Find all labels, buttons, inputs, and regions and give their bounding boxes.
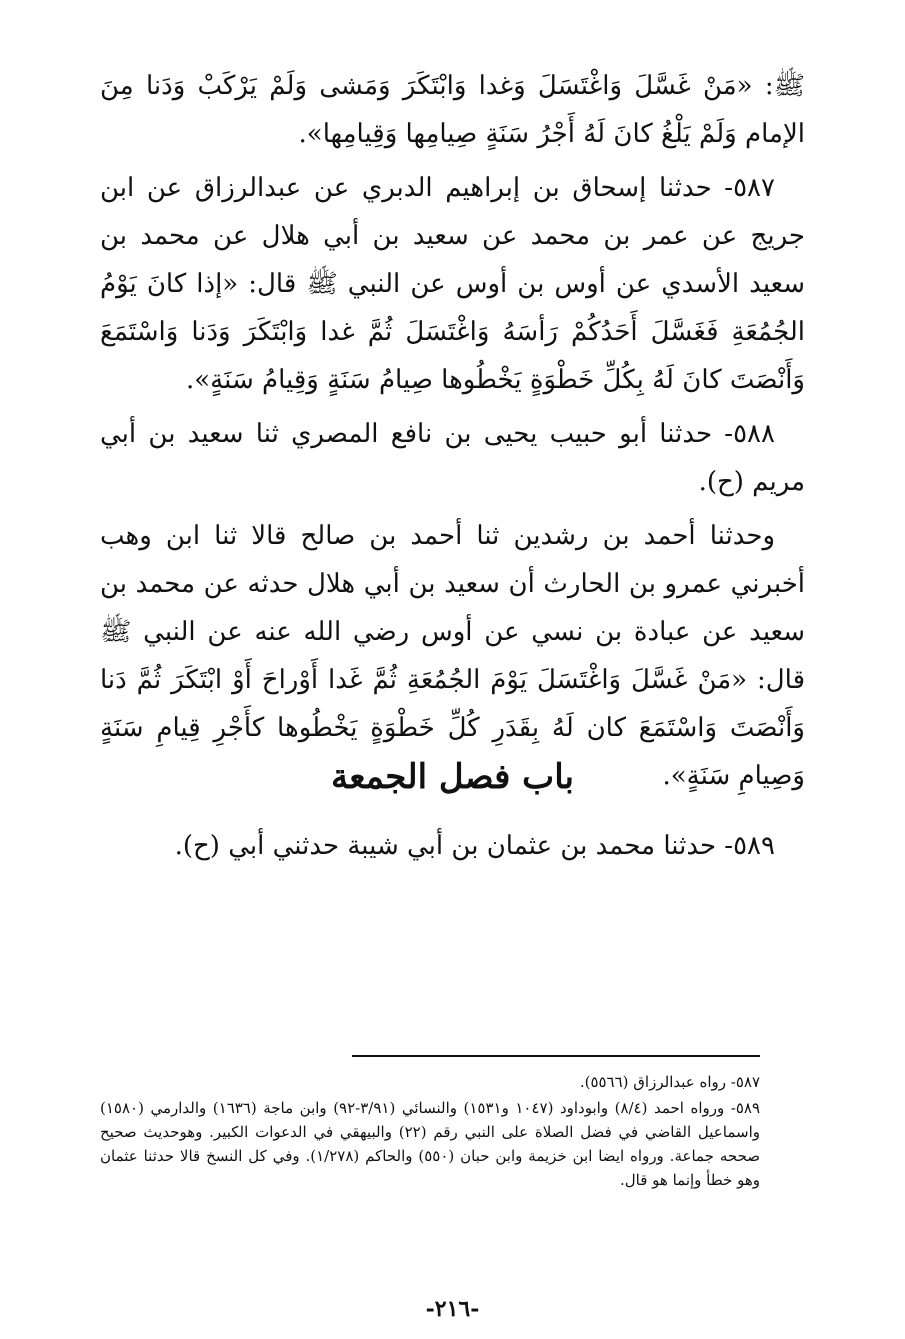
footnote-589: ٥٨٩- ورواه احمد (٨/٤) وابوداود (١٠٤٧ و١٥٣١) والنسائي (٣/٩١-٩٢) وابن ماجة (١٦٣٦) والدارمي (١٥٨٠) واسماعيل القاضي في فضل الصلاة على النبي رقم (٢٢) والبيهقي في الدعوات الكبير. وهوحديث صحيح صححه جماعة. ورواه ايضا ابن خزيمة وابن حبان (٥٥٠) والحاكم (١/٢٧٨). وفي كل النسخ قالا حدثنا عثمان وهو خطأ وإنما هو قال. [100, 1099, 760, 1189]
hadith-587: ٥٨٧- حدثنا إسحاق بن إبراهيم الدبري عن عبدالرزاق عن ابن جريج عن عمر بن محمد عن سعيد بن أبي هلال عن محمد بن سعيد الأسدي عن أوس بن أوس عن النبي ﷺ قال: «إذا كانَ يَوْمُ الجُمُعَةِ فَغَسَّلَ أَحَدُكُمْ رَأسَهُ وَاغْتَسَلَ ثُمَّ غدا وَابْتَكَرَ وَدَنا وَاسْتَمَعَ وَأَنْصَتَ كانَ لَهُ بِكُلِّ خَطْوَةٍ يَخْطُوها صِيامُ سَنَةٍ وَقِيامُ سَنَةٍ». [100, 173, 805, 395]
chapter-title: باب فصل الجمعة [330, 757, 575, 797]
hadith-588-second-chain: وحدثنا أحمد بن رشدين ثنا أحمد بن صالح قالا ثنا ابن وهب أخبرني عمرو بن الحارث أن سعيد بن أبي هلال حدثه عن محمد بن سعيد عن عبادة بن نسي عن أوس رضي الله عنه عن النبي ﷺ قال: «مَنْ غَسَّلَ وَاغْتَسَلَ يَوْمَ الجُمُعَةِ ثُمَّ غَدا أَوْراحَ أَوْ ابْتَكَرَ ثُمَّ دَنا وَأَنْصَتَ وَاسْتَمَعَ كان لَهُ بِقَدَرِ كُلِّ خَطْوَةٍ يَخْطُوها كأَجْرِ قِيامِ سَنَةٍ وَصِيامِ سَنَةٍ». [100, 521, 805, 791]
main-text [100, 62, 805, 806]
footnote-divider [352, 1055, 760, 1057]
hadith-589: ٥٨٩- حدثنا محمد بن عثمان بن أبي شيبة حدثني أبي (ح). [174, 831, 775, 861]
hadith-continuation: ﷺ: «مَنْ غَسَّلَ وَاغْتَسَلَ وَغدا وَابْتَكَرَ وَمَشى وَلَمْ يَرْكَبْ وَدَنا مِنَ الإمام وَلَمْ يَلْغُ كانَ لَهُ أَجْرُ سَنَةٍ صِيامِها وَقِيامِها». [100, 71, 805, 149]
footnote-587: ٥٨٧- رواه عبدالرزاق (٥٥٦٦). [579, 1073, 760, 1091]
page-number: -٢١٦- [425, 1296, 480, 1322]
hadith-588: ٥٨٨- حدثنا أبو حبيب يحيى بن نافع المصري ثنا سعيد بن أبي مريم (ح). [100, 419, 805, 497]
footnotes [100, 1070, 760, 1194]
